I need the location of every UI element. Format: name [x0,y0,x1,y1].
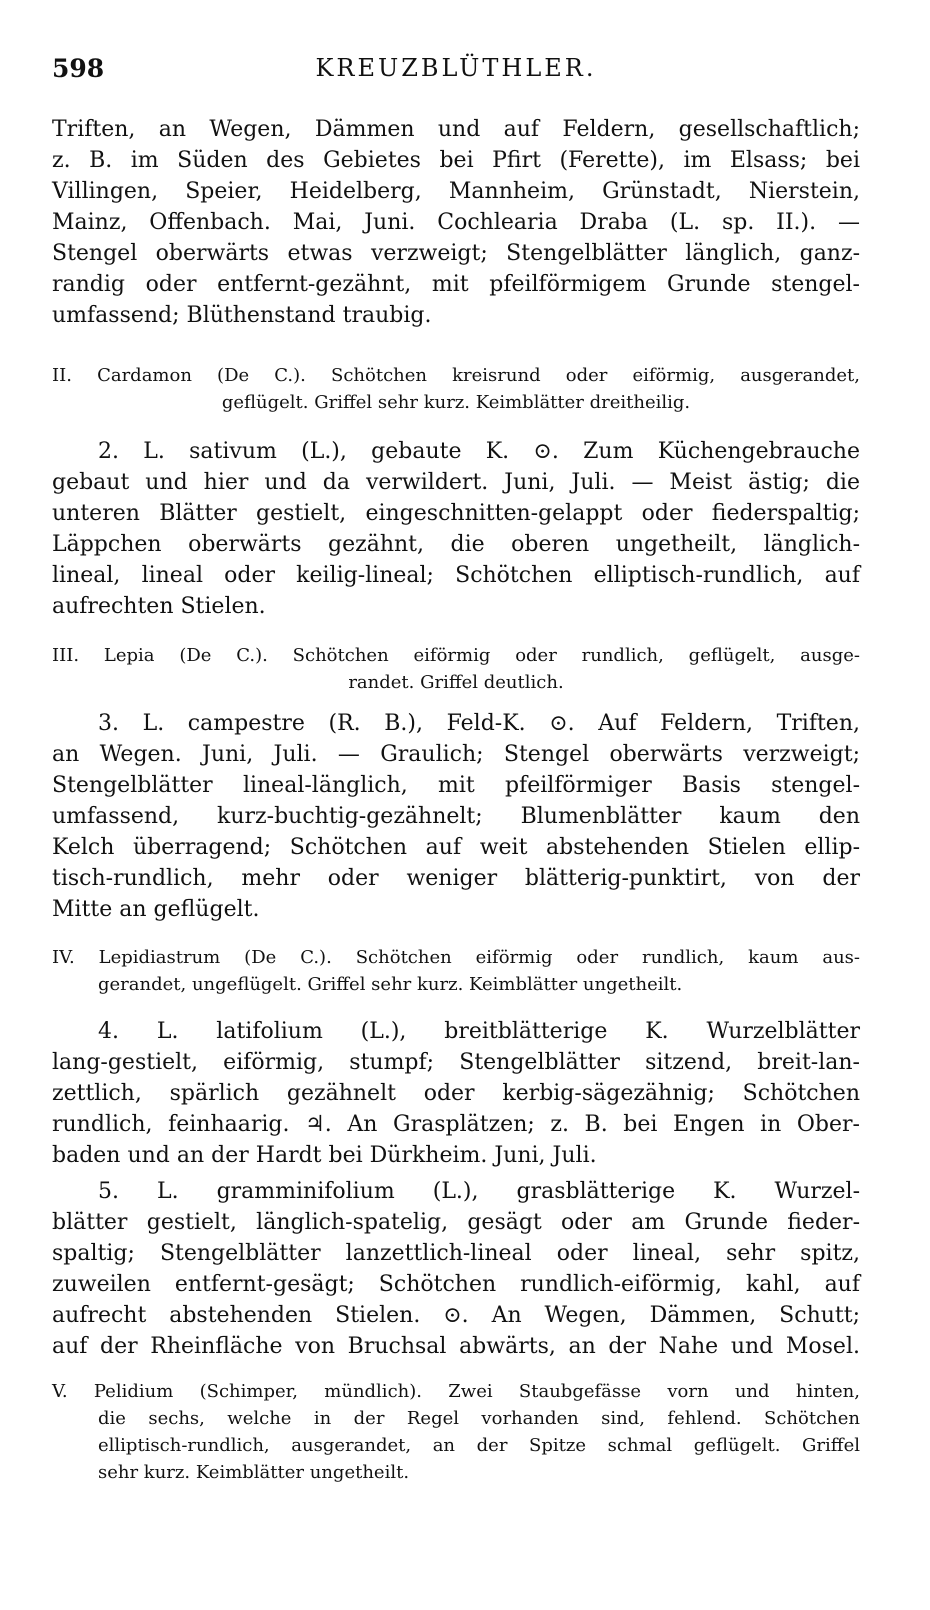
text-line: II. Cardamon (De C.). Schötchen kreisrund oder eiförmig, ausgerandet, [52,365,860,386]
text-line: an Wegen. Juni, Juli. — Graulich; Stengel oberwärts verzweigt; [52,742,860,767]
text-line: geflügelt. Griffel sehr kurz. Keimblätter dreitheilig. [221,392,691,413]
text-line: lineal, lineal oder keilig-lineal; Schötchen elliptisch-rundlich, auf [52,563,860,588]
text-line: Stengelblätter lineal-länglich, mit pfeilförmiger Basis stengel- [52,773,860,798]
text-line: sehr kurz. Keimblätter ungetheilt. [98,1462,410,1483]
running-title: KREUZBLÜTHLER. [315,54,597,82]
text-line: 4. L. latifolium (L.), breitblätterige K. Wurzelblätter [98,1019,860,1044]
text-line: Läppchen oberwärts gezähnt, die oberen ungetheilt, länglich- [52,532,860,557]
page-number: 598 [52,54,105,83]
text-line: Stengel oberwärts etwas verzweigt; Stengelblätter länglich, ganz- [52,241,860,266]
text-line: baden und an der Hardt bei Dürkheim. Juni, Juli. [52,1143,597,1168]
text-line: die sechs, welche in der Regel vorhanden sind, fehlend. Schötchen [98,1408,860,1429]
species-entry-campestre [52,708,860,925]
text-line: auf der Rheinfläche von Bruchsal abwärts, an der Nahe und Mosel. [52,1334,860,1359]
genus-section-cardamon [52,362,860,416]
species-entry-sativum [52,436,860,622]
intro-paragraph [52,114,860,331]
text-line: unteren Blätter gestielt, eingeschnitten-gelappt oder fiederspaltig; [52,501,860,526]
text-line: rundlich, feinhaarig. ♃. An Grasplätzen; z. B. bei Engen in Ober- [52,1112,860,1137]
text-line: lang-gestielt, eiförmig, stumpf; Stengelblätter sitzend, breit-lan- [52,1050,860,1075]
text-line: Triften, an Wegen, Dämmen und auf Feldern, gesellschaftlich; [52,117,860,142]
text-line: spaltig; Stengelblätter lanzettlich-lineal oder lineal, sehr spitz, [52,1241,860,1266]
text-line: Villingen, Speier, Heidelberg, Mannheim, Grünstadt, Nierstein, [52,179,860,204]
text-line: gebaut und hier und da verwildert. Juni, Juli. — Meist ästig; die [52,470,860,495]
text-line: tisch-rundlich, mehr oder weniger blätterig-punktirt, von der [52,866,860,891]
genus-section-lepidiastrum [52,944,860,998]
text-line: Mitte an geflügelt. [52,897,260,922]
page-header [52,54,860,94]
species-entry-latifolium [52,1016,860,1171]
genus-section-lepia [52,642,860,696]
text-line: randet. Griffel deutlich. [348,672,564,693]
text-line: IV. Lepidiastrum (De C.). Schötchen eiförmig oder rundlich, kaum aus- [52,947,860,968]
text-line: gerandet, ungeflügelt. Griffel sehr kurz. Keimblätter ungetheilt. [98,974,683,995]
text-line: randig oder entfernt-gezähnt, mit pfeilförmigem Grunde stengel- [52,272,860,297]
text-line: V. Pelidium (Schimper, mündlich). Zwei Staubgefässe vorn und hinten, [52,1381,860,1402]
text-line: Kelch überragend; Schötchen auf weit abstehenden Stielen ellip- [52,835,860,860]
text-line: zuweilen entfernt-gesägt; Schötchen rundlich-eiförmig, kahl, auf [52,1272,860,1297]
text-line: 3. L. campestre (R. B.), Feld-K. ⊙. Auf Feldern, Triften, [98,711,860,736]
text-line: III. Lepia (De C.). Schötchen eiförmig oder rundlich, geflügelt, ausge- [52,645,860,666]
genus-section-pelidium [52,1378,860,1486]
text-line: umfassend, kurz-buchtig-gezähnelt; Blumenblätter kaum den [52,804,860,829]
text-line: umfassend; Blüthenstand traubig. [52,303,432,328]
text-line: aufrechten Stielen. [52,594,266,619]
species-entry-gramminifolium [52,1176,860,1362]
text-line: z. B. im Süden des Gebietes bei Pfirt (Ferette), im Elsass; bei [52,148,860,173]
text-line: 5. L. gramminifolium (L.), grasblätterige K. Wurzel- [98,1179,860,1204]
text-line: 2. L. sativum (L.), gebaute K. ⊙. Zum Küchengebrauche [98,439,860,464]
text-line: elliptisch-rundlich, ausgerandet, an der Spitze schmal geflügelt. Griffel [98,1435,860,1456]
text-line: Mainz, Offenbach. Mai, Juni. Cochlearia Draba (L. sp. II.). — [52,210,860,235]
text-line: zettlich, spärlich gezähnelt oder kerbig-sägezähnig; Schötchen [52,1081,860,1106]
text-line: aufrecht abstehenden Stielen. ⊙. An Wegen, Dämmen, Schutt; [52,1303,860,1328]
text-line: blätter gestielt, länglich-spatelig, gesägt oder am Grunde fieder- [52,1210,860,1235]
